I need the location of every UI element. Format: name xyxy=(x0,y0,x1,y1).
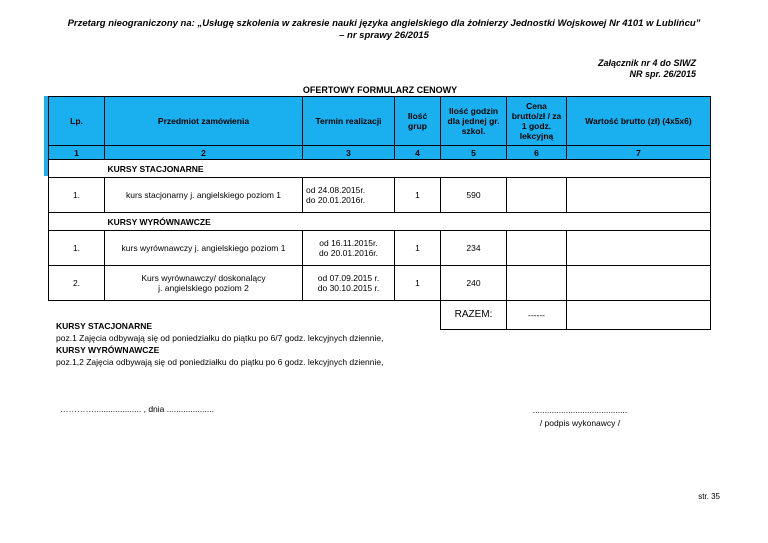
col-num-4: 4 xyxy=(395,146,441,160)
row1-lp: 1. xyxy=(49,178,105,213)
header-line-2: – nr sprawy 26/2015 xyxy=(339,30,429,41)
section-stationary-label: KURSY STACJONARNE xyxy=(105,160,711,178)
header-subject: Przedmiot zamówienia xyxy=(105,97,303,146)
header-value: Wartość brutto (zł) (4x5x6) xyxy=(567,97,711,146)
section-compensatory xyxy=(49,213,711,231)
total-value-field[interactable] xyxy=(567,301,711,330)
row2-hours: 234 xyxy=(441,231,507,266)
header-groups: Ilość grup xyxy=(395,97,441,146)
header-hours: Ilość godzin dla jednej gr. szkol. xyxy=(441,97,507,146)
row2-value-field[interactable] xyxy=(567,231,711,266)
table-header-row xyxy=(49,97,711,146)
row1-subject: kurs stacjonarny j. angielskiego poziom 1 xyxy=(105,178,303,213)
table-row xyxy=(49,178,711,213)
document-header xyxy=(40,18,728,42)
row2-lp: 1. xyxy=(49,231,105,266)
col-num-5: 5 xyxy=(441,146,507,160)
col-num-2: 2 xyxy=(105,146,303,160)
header-line-1: Przetarg nieograniczony na: „Usługę szkolenia w zakresie nauki języka angielskiego dla żołnierzy Jednostki Wojskowej Nr 4101 w Lublińcu” xyxy=(67,18,701,29)
row2-price-field[interactable] xyxy=(507,231,567,266)
annex-line-2: NR spr. 26/2015 xyxy=(629,69,696,79)
notes-heading-stationary: KURSY STACJONARNE xyxy=(56,321,153,331)
notes-heading-compensatory: KURSY WYRÓWNAWCZE xyxy=(56,345,160,355)
price-form-table xyxy=(48,96,711,330)
row3-hours: 240 xyxy=(441,266,507,301)
signature-block xyxy=(510,404,650,430)
row2-term xyxy=(303,231,395,266)
col-num-7: 7 xyxy=(567,146,711,160)
header-price: Cena brutto/zł / za 1 godz. lekcyjną xyxy=(507,97,567,146)
signature-caption: / podpis wykonawcy / xyxy=(539,418,621,428)
row1-term-start: od 24.08.2015r. xyxy=(306,185,366,195)
notes-line-stationary: poz.1 Zajęcia odbywają się od poniedziałku do piątku po 6/7 godz. lekcyjnych dziennie, xyxy=(56,333,384,343)
section-compensatory-label: KURSY WYRÓWNAWCZE xyxy=(105,213,711,231)
col-num-6: 6 xyxy=(507,146,567,160)
table-row xyxy=(49,266,711,301)
total-label: RAZEM: xyxy=(441,301,507,330)
row3-term-end: do 30.10.2015 r. xyxy=(317,283,380,293)
row1-price-field[interactable] xyxy=(507,178,567,213)
row1-groups: 1 xyxy=(395,178,441,213)
signature-dots: ........................................ xyxy=(532,405,628,415)
annex-line-1: Załącznik nr 4 do SIWZ xyxy=(597,58,696,68)
table-row xyxy=(49,231,711,266)
header-lp: Lp. xyxy=(49,97,105,146)
page-number: str. 35 xyxy=(698,492,720,501)
row3-subject-line-1: Kurs wyrównawczy/ doskonalący xyxy=(141,273,266,283)
col-num-3: 3 xyxy=(303,146,395,160)
row1-hours: 590 xyxy=(441,178,507,213)
row3-groups: 1 xyxy=(395,266,441,301)
row3-price-field[interactable] xyxy=(507,266,567,301)
row2-subject: kurs wyrównawczy j. angielskiego poziom 1 xyxy=(105,231,303,266)
notes-line-compensatory: poz.1,2 Zajęcia odbywają się od poniedziałku do piątku po 6 godz. lekcyjnych dziennie, xyxy=(56,357,384,367)
row3-lp: 2. xyxy=(49,266,105,301)
header-term: Termin realizacji xyxy=(303,97,395,146)
column-number-row xyxy=(49,146,711,160)
row3-term xyxy=(303,266,395,301)
form-title: OFERTOWY FORMULARZ CENOWY xyxy=(302,85,458,95)
row2-term-end: do 20.01.2016r. xyxy=(318,248,379,258)
row2-term-start: od 16.11.2015r. xyxy=(319,238,378,248)
row3-value-field[interactable] xyxy=(567,266,711,301)
row3-subject-line-2: j. angielskiego poziom 2 xyxy=(158,283,249,293)
row1-term xyxy=(303,178,395,213)
row3-term-start: od 07.09.2015 r. xyxy=(317,273,380,283)
section-stationary xyxy=(49,160,711,178)
total-dash: ------ xyxy=(507,301,567,330)
notes-section xyxy=(56,320,383,368)
row2-groups: 1 xyxy=(395,231,441,266)
row1-value-field[interactable] xyxy=(567,178,711,213)
annex-label xyxy=(598,58,696,80)
col-num-1: 1 xyxy=(49,146,105,160)
row3-subject xyxy=(105,266,303,301)
row1-term-end: do 20.01.2016r. xyxy=(306,195,366,205)
place-date-line: ………….................... , dnia .................... xyxy=(60,404,214,414)
